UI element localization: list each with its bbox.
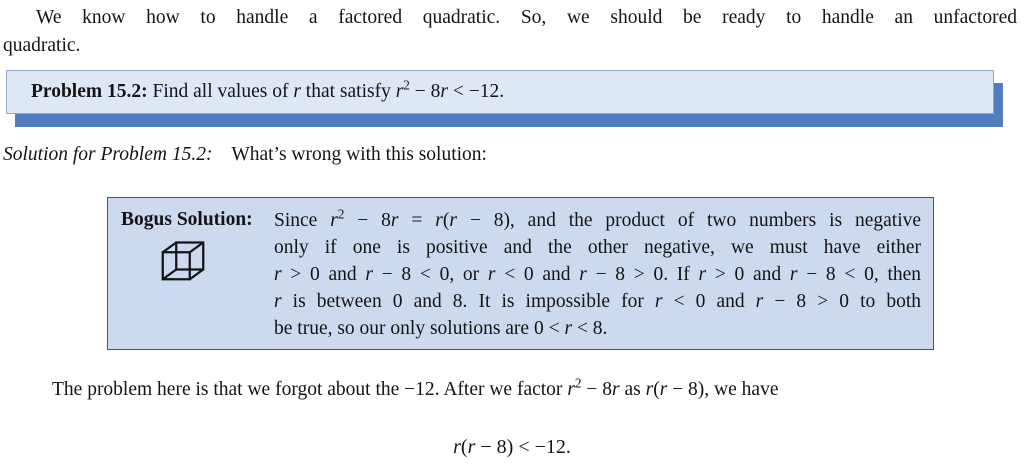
intro-line-2: quadratic. xyxy=(3,35,81,56)
problem-box xyxy=(6,70,994,114)
displayed-equation: r(r − 8) < −12. xyxy=(453,436,571,458)
wireframe-cube-icon xyxy=(159,239,207,285)
bogus-line: r > 0 and r − 8 < 0, or r < 0 and r − 8 > 0. If r > 0 and r − 8 < 0, then xyxy=(274,264,922,285)
closing-paragraph: The problem here is that we forgot about the −12. After we factor $r^2 - 8r$ as r(r − 8), we have xyxy=(52,375,779,400)
problem-label: Problem 15.2: xyxy=(31,81,148,102)
intro-paragraph xyxy=(3,4,1017,60)
solution-intro-text: What’s wrong with this solution: xyxy=(231,144,487,165)
bogus-solution-text xyxy=(274,198,933,349)
bogus-solution-box xyxy=(107,197,934,350)
bogus-line: be true, so our only solutions are 0 < r < 8. xyxy=(274,318,608,339)
problem-statement: Find all values of r that satisfy $r^2 - 8r < -12$. xyxy=(152,77,505,102)
bogus-line: r is between 0 and 8. It is impossible for r < 0 and r − 8 > 0 to both xyxy=(274,291,921,312)
solution-intro-label: Solution for Problem 15.2: xyxy=(3,144,213,165)
bogus-solution-label-column xyxy=(108,198,274,349)
bogus-solution-label: Bogus Solution: xyxy=(121,209,253,230)
bogus-line: Since $r^2 - 8r = r(r - 8)$, and the product of two numbers is negative xyxy=(274,206,922,231)
bogus-line: only if one is positive and the other negative, we must have either xyxy=(274,237,921,258)
intro-line-1: We know how to handle a factored quadratic. So, we should be ready to handle an unfactored xyxy=(36,7,1017,28)
solution-intro xyxy=(3,143,487,167)
